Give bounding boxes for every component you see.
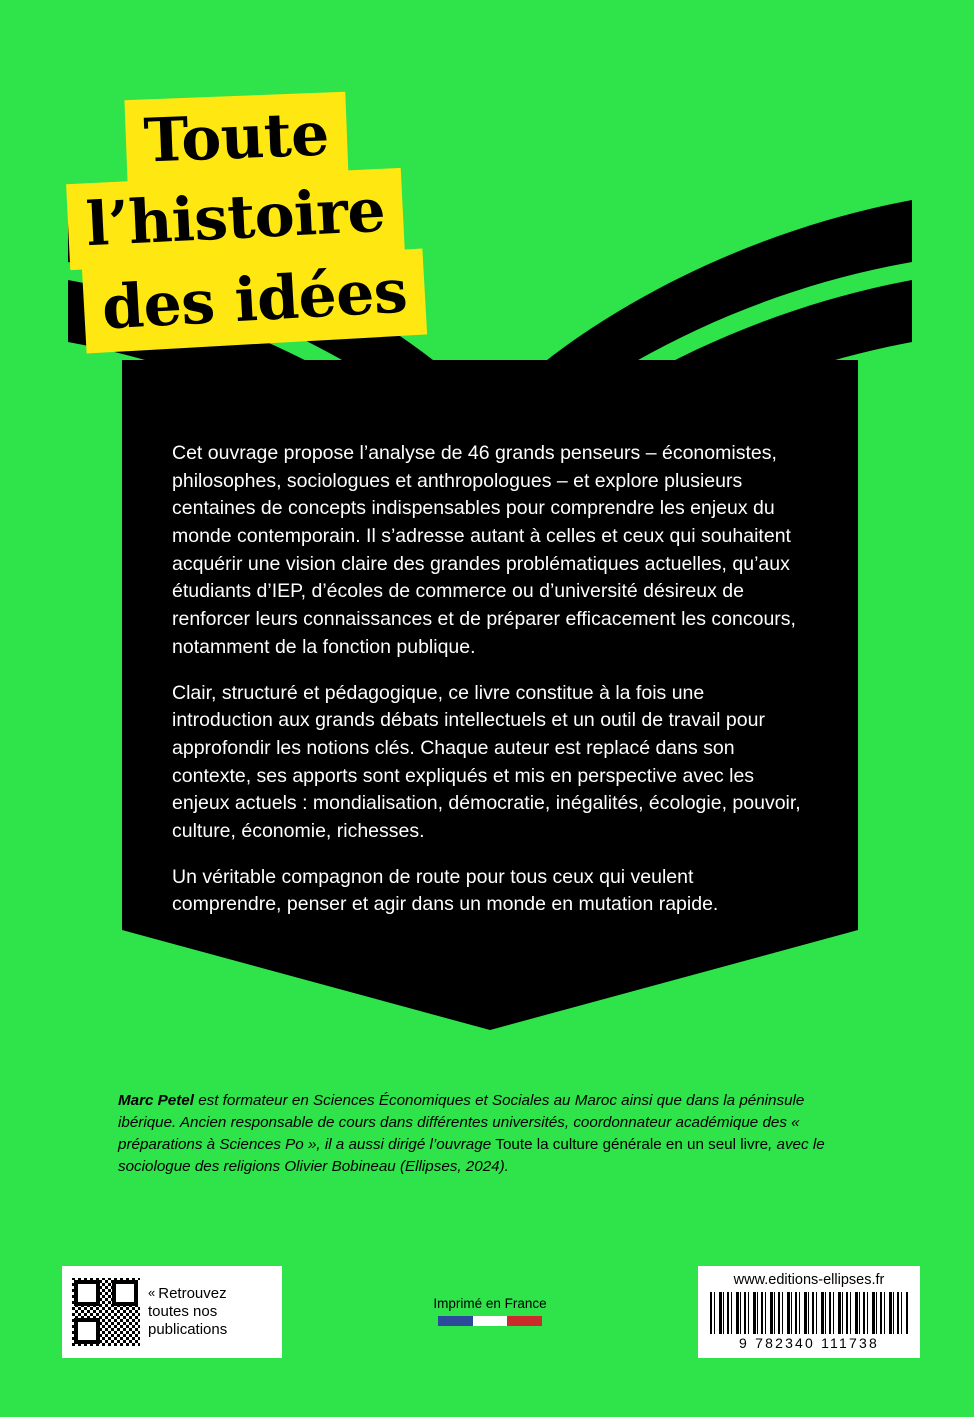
- qr-label-line-2: toutes nos: [148, 1302, 218, 1320]
- blurb-paragraph-2: Clair, structuré et pédagogique, ce livre constitue à la fois une introduction aux grands débats intellectuels et un outil de travail pour approfondir les notions clés. Chaque auteur est replacé dans son contexte, ses apports sont expliqués et mis en perspective avec les enjeux actuels : mondialisation, démocratie, inégalités, écologie, pouvoir, culture, économie, richesses.: [172, 681, 801, 842]
- isbn-digits: 9 782340 111738: [739, 1335, 879, 1351]
- title-line-3: des idées: [82, 249, 427, 354]
- qr-label-line-1: Retrouvez: [158, 1284, 227, 1302]
- qr-code-icon[interactable]: [72, 1278, 140, 1346]
- flag-blue-band: [438, 1316, 473, 1326]
- qr-code-box[interactable]: [62, 1266, 282, 1358]
- qr-label-line-3: publications: [148, 1321, 228, 1339]
- bio-text-part-2: , avec le sociologue des religions Olivier Bobineau (Ellipses, 2024).: [118, 1136, 825, 1176]
- referenced-work-title: Toute la culture générale en un seul livre: [495, 1136, 769, 1154]
- french-flag-icon: [438, 1316, 542, 1326]
- qr-label: [148, 1285, 227, 1340]
- isbn-barcode-box: [698, 1266, 920, 1358]
- barcode-icon: [710, 1292, 908, 1334]
- title-line-2: l’histoire: [66, 168, 405, 270]
- bio-text-part-1: est formateur en Sciences Économiques et Sociales au Maroc ainsi que dans la péninsule ibérique. Ancien responsable de cours dans différentes universités, coordonnateur académique des « préparations à Sciences Po », il a aussi dirigé l’ouvrage: [118, 1092, 805, 1154]
- double-arrow-icon: «: [148, 1284, 156, 1300]
- author-bio: [118, 1090, 860, 1178]
- author-name: Marc Petel: [118, 1092, 194, 1109]
- publisher-url[interactable]: www.editions-ellipses.fr: [733, 1272, 885, 1288]
- qr-corner-marker: [112, 1280, 138, 1306]
- flag-red-band: [507, 1316, 542, 1326]
- printed-in-france-label: Imprimé en France: [433, 1296, 547, 1311]
- printed-in-france: [410, 1296, 570, 1326]
- flag-white-band: [473, 1316, 508, 1326]
- cover-title: [68, 96, 488, 344]
- back-cover-blurb: [172, 440, 802, 919]
- blurb-paragraph-1: Cet ouvrage propose l’analyse de 46 grands penseurs – économistes, philosophes, sociologues et anthropologues – et explore plusieurs centaines de concepts indispensables pour comprendre les enjeux du monde contemporain. Il s’adresse autant à celles et ceux qui souhaitent acquérir une vision claire des grandes problématiques actuelles, qu’aux étudiants d’IEP, d’écoles de commerce ou d’université désireux de renforcer leurs connaissances et de préparer efficacement les concours, notamment de la fonction publique.: [172, 442, 796, 658]
- blurb-paragraph-3: Un véritable compagnon de route pour tous ceux qui veulent comprendre, penser et agir dans un monde en mutation rapide.: [172, 865, 719, 916]
- title-line-1: Toute: [124, 92, 348, 186]
